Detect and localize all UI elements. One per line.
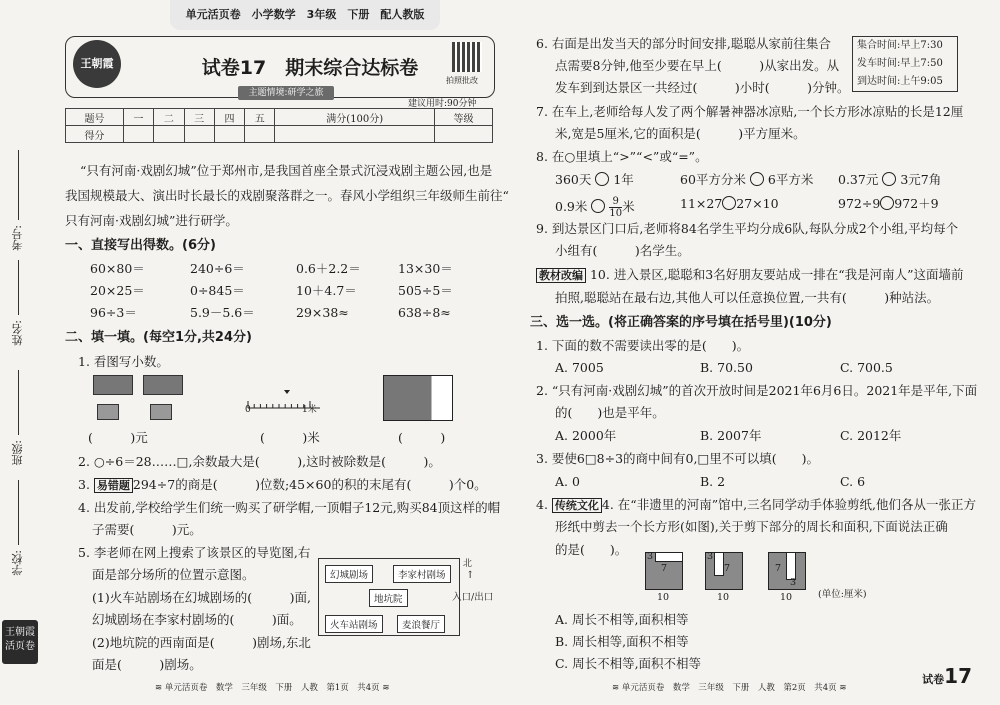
schedule-box (852, 36, 958, 92)
fig-label: 7 (661, 563, 668, 574)
question-text: 小组有( )名学生。 (555, 243, 690, 258)
question-text: 8. 在○里填上“>”“<”或“=”。 (536, 149, 708, 164)
compare-circle[interactable] (722, 196, 736, 210)
option[interactable]: B. 2007年 (700, 428, 762, 443)
score-table (65, 108, 493, 143)
page-tag: 试卷 (922, 673, 945, 686)
compare-item: 11×27 27×10 (680, 196, 779, 211)
compare-item: 60平方分米 6平方米 (680, 172, 814, 187)
calc-item: 29×38≈ (296, 305, 349, 320)
page-num: 17 (944, 664, 972, 688)
calc-item: 20×25＝ (90, 283, 145, 298)
table-cell: 一 (123, 109, 153, 126)
section-3-heading: 三、选一选。(将正确答案的序号填在括号里)(10分) (530, 315, 832, 330)
schedule-line: 到达时间:上午9:05 (857, 76, 943, 87)
north-arrow-icon: ↑ (466, 570, 475, 581)
binding-strip (0, 0, 38, 705)
name-line (18, 260, 19, 315)
question-text: 子需要( )元。 (92, 522, 202, 537)
question-q10 (536, 267, 964, 284)
question-text: 拍照,聪聪站在最右边,其他人可以任意换位置,一共有( )种站法。 (555, 290, 940, 305)
score-input[interactable] (214, 126, 244, 143)
compare-circle[interactable] (595, 172, 609, 186)
schedule-line: 集合时间:早上7:30 (857, 40, 943, 51)
answer-blank[interactable]: ( )元 (88, 430, 148, 445)
option[interactable]: A. 周长不相等,面积相等 (555, 612, 689, 627)
table-cell: 二 (154, 109, 184, 126)
fig-label: 10 (657, 592, 670, 603)
fig-label: 3 (790, 577, 797, 588)
question-text: 7. 在车上,老师给每人发了两个解暑神器冰凉贴,一个长方形冰凉贴的长是12厘 (536, 104, 964, 119)
fig-label: 7 (724, 563, 731, 574)
school-line (18, 480, 19, 545)
option[interactable]: A. 0 (555, 474, 580, 489)
compare-circle[interactable] (750, 172, 764, 186)
fig-label: 10 (780, 592, 793, 603)
answer-blank[interactable]: ( ) (398, 430, 446, 445)
map-spot: 地坑院 (369, 589, 408, 607)
footer-left: ≋ 单元活页卷 数学 三年级 下册 人教 第1页 共4页 ≋ (155, 683, 390, 693)
cut-rect (714, 552, 724, 576)
fig-label: 7 (775, 563, 782, 574)
score-input[interactable] (275, 126, 435, 143)
table-row (66, 126, 493, 143)
ruler-zero: 0 (245, 405, 251, 415)
question-text: 2. “只有河南·戏剧幻城”的首次开放时间是2021年6月6日。2021年是平年,下面 (536, 383, 978, 398)
question-text: 3. 要使6□8÷3的商中间有0,□里不可以填( )。 (536, 451, 820, 466)
map-spot: 李家村剧场 (393, 565, 451, 583)
section-2-heading: 二、填一填。(每空1分,共24分) (65, 330, 252, 345)
question-text: 面是部分场所的位置示意图。 (92, 567, 255, 582)
score-input[interactable] (154, 126, 184, 143)
map-spot: 麦浪餐厅 (397, 615, 445, 633)
option[interactable]: A. 2000年 (555, 428, 617, 443)
time-note: 建议用时:90分钟 (408, 99, 477, 109)
question-text: 9. 到达景区门口后,老师将84名学生平均分成6队,每队分成2个小组,平均每个 (536, 221, 959, 236)
calc-item: 13×30＝ (398, 261, 453, 276)
calc-item: 638÷8≈ (398, 305, 451, 320)
cut-rect (655, 552, 683, 562)
tag-culture: 传统文化 (552, 498, 602, 513)
score-input[interactable] (184, 126, 214, 143)
option[interactable]: A. 7005 (555, 360, 604, 375)
guide-map (318, 558, 460, 636)
option[interactable]: C. 700.5 (840, 360, 893, 375)
compare-item: 360天 1年 (555, 172, 634, 187)
calc-item: 505÷5＝ (398, 283, 453, 298)
fig-label: 10 (717, 592, 730, 603)
table-cell: 等级 (435, 109, 493, 126)
question-text: 5. 李老师在网上搜索了该景区的导览图,右 (78, 545, 311, 560)
intro-line: “只有河南·戏剧幻城”位于郑州市,是我国首座全景式沉浸戏剧主题公园,也是 (80, 163, 493, 178)
calc-item: 0÷845＝ (190, 283, 245, 298)
question-text: 面是( )剧场。 (92, 657, 202, 672)
compare-item: 972÷9 972＋9 (838, 196, 939, 211)
question-text: 10. 进入景区,聪聪和3名好朋友要站成一排在“我是河南人”这面墙前 (589, 267, 964, 282)
tag-easy-wrong: 易错题 (94, 478, 133, 493)
compare-circle[interactable] (882, 172, 896, 186)
question-text: (2)地坑院的西南面是( )剧场,东北 (92, 635, 311, 650)
option[interactable]: B. 2 (700, 474, 726, 489)
calc-item: 0.6＋2.2＝ (296, 261, 361, 276)
compare-item: 0.9米 $\frac{9}{10}$ 米 (555, 196, 635, 219)
answer-blank[interactable]: ( )米 (260, 430, 320, 445)
question-q3: 3. 易错题 294÷7的商是( )位数;45×60的积的末尾有( )个0。 (78, 477, 487, 492)
map-spot: 火车站剧场 (325, 615, 383, 633)
compare-circle[interactable] (591, 199, 605, 213)
ruler-one: 1米 (302, 405, 317, 415)
fraction: $\frac{9}{10}$ (609, 196, 623, 219)
grid-figure (383, 375, 453, 421)
fig-label: 3 (707, 551, 714, 562)
question-text: 1. 看图写小数。 (78, 354, 169, 369)
option[interactable]: C. 周长不相等,面积不相等 (555, 656, 702, 671)
school-label: 学校: (11, 550, 24, 576)
question-text: (1)火车站剧场在幻城剧场的( )面, (92, 590, 311, 605)
option[interactable]: C. 2012年 (840, 428, 902, 443)
fig-unit: (单位:厘米) (818, 589, 867, 600)
calc-item: 240÷6＝ (190, 261, 245, 276)
calc-item: 60×80＝ (90, 261, 145, 276)
table-cell: 三 (184, 109, 214, 126)
tag-textbook: 教材改编 (536, 268, 586, 283)
question-text: 的( )也是平年。 (555, 405, 665, 420)
compare-circle[interactable] (880, 196, 894, 210)
table-cell: 题号 (66, 109, 124, 126)
score-input[interactable] (245, 126, 275, 143)
option[interactable]: B. 70.50 (700, 360, 753, 375)
question-text: 2. ○÷6＝28……□,余数最大是( ),这时被除数是( )。 (78, 454, 441, 469)
question-text: 4. 出发前,学校给学生们统一购买了研学帽,一顶帽子12元,购买84顶这样的帽 (78, 500, 501, 515)
top-banner: 单元活页卷 小学数学 3年级 下册 配人教版 (170, 0, 440, 30)
qr-code-icon[interactable] (452, 42, 482, 72)
entrance-label: 入口/出口 (452, 592, 494, 603)
exam-no-line (18, 150, 19, 220)
question-text: 4. 在“非遗里的河南”馆中,三名同学动手体验剪纸,他们各从一张正方 (601, 497, 977, 512)
exam-no-label: 考号: (11, 225, 24, 251)
question-text: 294÷7的商是( )位数;45×60的积的末尾有( )个0。 (132, 477, 487, 492)
question-text: 形纸中剪去一个长方形(如图),关于剪下部分的周长和面积,下面说法正确 (555, 519, 948, 534)
question-text: 发车到到达景区一共经过( )小时( )分钟。 (555, 80, 850, 95)
banknote-icon (143, 375, 183, 395)
footer-right: ≋ 单元活页卷 数学 三年级 下册 人教 第2页 共4页 ≋ (612, 683, 847, 693)
question-text: 米,宽是5厘米,它的面积是( )平方厘米。 (555, 126, 806, 141)
brand-seal: 王朝霞 (73, 40, 121, 88)
question-text: 的是( )。 (555, 542, 628, 557)
north-label: 北 (463, 559, 473, 569)
question-text: 1. 下面的数不需要读出零的是( )。 (536, 338, 750, 353)
qr-label: 拍照批改 (446, 76, 478, 85)
fig-label: 3 (647, 551, 654, 562)
class-label: 班级: (11, 440, 24, 466)
table-cell: 得分 (66, 126, 124, 143)
arrow-marker-icon (284, 390, 290, 394)
question-text: 6. 右面是出发当天的部分时间安排,聪聪从家前往集合 (536, 36, 831, 51)
intro-line: 只有河南·戏剧幻城”进行研学。 (65, 213, 238, 228)
calc-item: 10＋4.7＝ (296, 283, 357, 298)
table-cell: 四 (214, 109, 244, 126)
intro-line: 我国规模最大、演出时长最长的戏剧聚落群之一。春风小学组织三年级师生前往“ (65, 188, 509, 203)
compare-item: 0.37元 3元7角 (838, 172, 942, 187)
banknote-icon (97, 404, 119, 420)
score-input[interactable] (435, 126, 493, 143)
table-row (66, 109, 493, 126)
map-spot: 幻城剧场 (325, 565, 373, 583)
option[interactable]: C. 6 (840, 474, 866, 489)
brand-logo: 王朝霞 活页卷 (2, 620, 38, 664)
banknote-icon (150, 404, 172, 420)
question-q4: 4. 传统文化 4. 在“非遗里的河南”馆中,三名同学动手体验剪纸,他们各从一张正方 (536, 497, 977, 512)
score-input[interactable] (123, 126, 153, 143)
section-1-heading: 一、直接写出得数。(6分) (65, 238, 216, 253)
option[interactable]: B. 周长相等,面积不相等 (555, 634, 689, 649)
schedule-line: 发车时间:早上7:50 (857, 58, 943, 69)
cut-rect (786, 552, 796, 580)
question-text: 点需要8分钟,他至少要在早上( )从家出发。从 (555, 58, 840, 73)
calc-item: 96÷3＝ (90, 305, 137, 320)
table-cell: 满分(100分) (275, 109, 435, 126)
theme-tag: 主题情境:研学之旅 (238, 86, 334, 100)
class-line (18, 370, 19, 435)
name-label: 姓名: (11, 320, 24, 346)
paper-title: 试卷17 期末综合达标卷 (201, 57, 419, 79)
table-cell: 五 (245, 109, 275, 126)
banknote-icon (93, 375, 133, 395)
question-text: 幻城剧场在李家村剧场的( )面。 (92, 612, 302, 627)
calc-item: 5.9－5.6＝ (190, 305, 255, 320)
page-number (922, 664, 972, 688)
